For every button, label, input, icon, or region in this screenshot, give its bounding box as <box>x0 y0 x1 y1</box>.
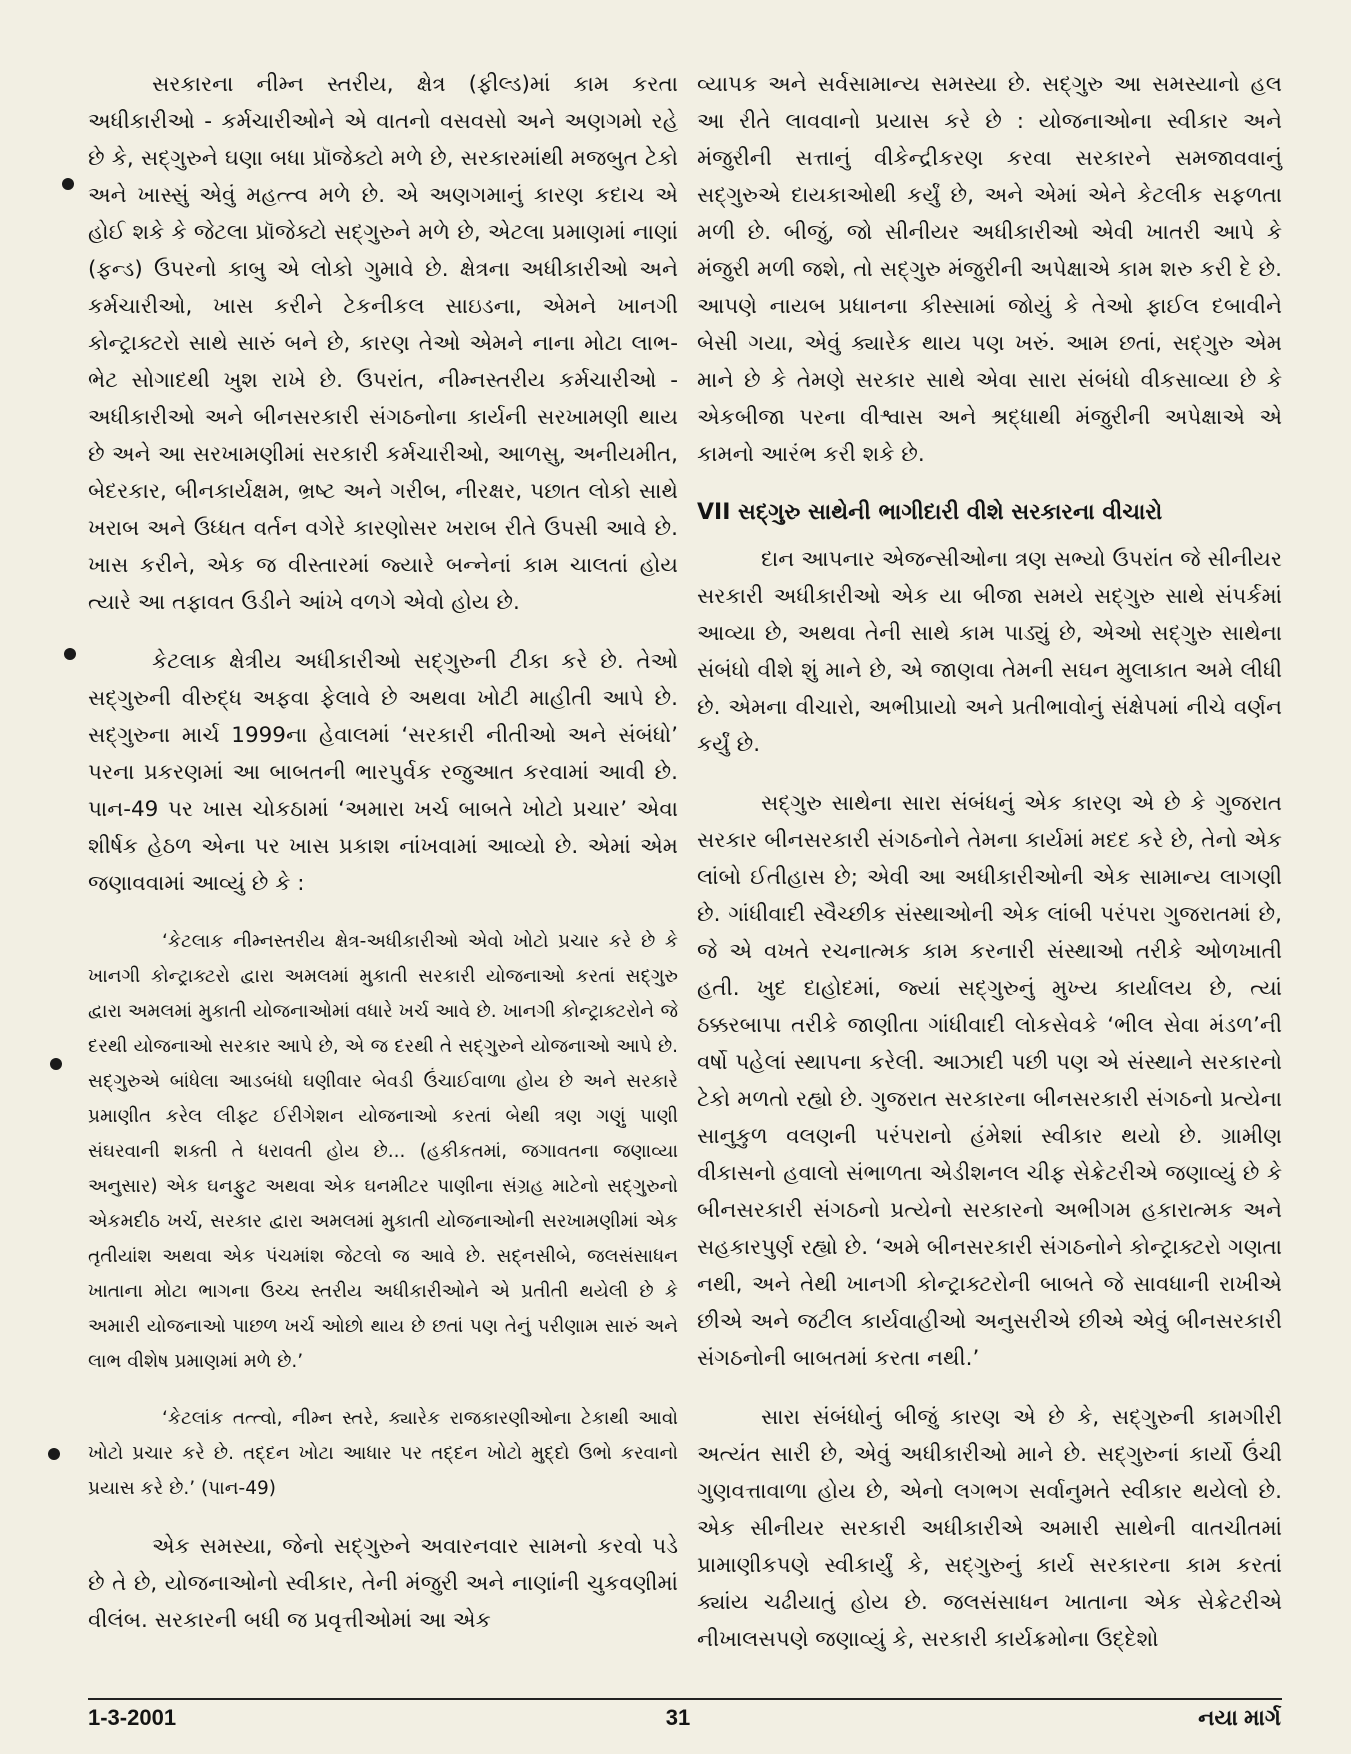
footer-divider <box>88 1698 1282 1700</box>
block-quote-1: ‘કેટલાક નીમ્નસ્તરીય ક્ષેત્ર-અધીકારીઓ એવો ખોટો પ્રચાર કરે છે કે ખાનગી કોન્ટ્રાક્ટરો દ્વારા અમલમાં મુકાતી સરકારી યોજનાઓ કરતાં સદ્‌ગુરુ દ્વારા અમલમાં મુકાતી યોજનાઓમાં વધારે ખર્ચ આવે છે. ખાનગી કોન્ટ્રાક્ટરોને જે દરથી યોજનાઓ સરકાર આપે છે, એ જ દરથી તે સદ્‌ગુરુને યોજનાઓ આપે છે. સદ્‌ગુરુએ બાંધેલા આડબંધો ઘણીવાર બેવડી ઉંચાઈવાળા હોય છે અને સરકારે પ્રમાણીત કરેલ લીફ્ટ ઈરીગેશન યોજનાઓ કરતાં બેથી ત્રણ ગણું પાણી સંઘરવાની શક્તી તે ધરાવતી હોય છે... (હકીકતમાં, જગાવતના જણાવ્યા અનુસાર) એક ઘનફુટ અથવા એક ઘનમીટર પાણીના સંગ્રહ માટેનો સદ્‌ગુરુનો એકમદીઠ ખર્ચ, સરકાર દ્વારા અમલમાં મુકાતી યોજનાઓની સરખામણીમાં એક તૃતીયાંશ અથવા એક પંચમાંશ જેટલો જ આવે છે. સદ્‌નસીબે, જલસંસાધન ખાતાના મોટા ભાગના ઉચ્ચ સ્તરીય અધીકારીઓને એ પ્રતીતી થયેલી છે કે અમારી યોજનાઓ પાછળ ખર્ચ ઓછો થાય છે છતાં પણ તેનું પરીણામ સારું અને લાભ વીશેષ પ્રમાણમાં મળે છે.’ <box>88 931 678 1372</box>
block-quote-2: ‘કેટલાંક તત્ત્વો, નીમ્ન સ્તરે, ક્યારેક રાજકારણીઓના ટેકાથી આવો ખોટો પ્રચાર કરે છે. તદ્દન ખોટા આધાર પર તદ્દન ખોટો મુદ્દો ઉભો કરવાનો પ્રયાસ કરે છે.’ (પાન-49) <box>88 1408 678 1499</box>
left-paragraph-3: એક સમસ્યા, જેનો સદ્‌ગુરુને અવારનવાર સામનો કરવો પડે છે તે છે, યોજનાઓનો સ્વીકાર, તેની મંજુરી અને નાણાંની ચુકવણીમાં વીલંબ. સરકારની બધી જ પ્રવૃત્તીઓમાં આ એક <box>88 1534 678 1633</box>
right-column <box>697 66 1282 1658</box>
footer-date: 1-3-2001 <box>88 1705 177 1730</box>
binding-hole-mark <box>64 648 76 660</box>
left-column <box>88 66 678 1639</box>
page-number: 31 <box>665 1705 691 1730</box>
right-paragraph-4: સારા સંબંધોનું બીજું કારણ એ છે કે, સદ્‌ગુરુની કામગીરી અત્યંત સારી છે, એવું અધીકારીઓ માને છે. સદ્‌ગુરુનાં કાર્યો ઉંચી ગુણવત્તાવાળા હોય છે, એનો લગભગ સર્વાનુમતે સ્વીકાર થયેલો છે. એક સીનીયર સરકારી અધીકારીએ અમારી સાથેની વાતચીતમાં પ્રામાણીકપણે સ્વીકાર્યું કે, સદ્‌ગુરુનું કાર્ય સરકારના કામ કરતાં ક્યાંય ચઢીયાતું હોય છે. જલસંસાધન ખાતાના એક સેક્રેટરીએ નીખાલસપણે જણાવ્યું કે, સરકારી કાર્યક્રમોના ઉદ્દેશો <box>697 1405 1282 1652</box>
right-paragraph-2: દાન આપનાર એજન્સીઓના ત્રણ સભ્યો ઉપરાંત જે સીનીયર સરકારી અધીકારીઓ એક યા બીજા સમયે સદ્‌ગુરુ સાથે સંપર્કમાં આવ્યા છે, અથવા તેની સાથે કામ પાડ્યું છે, એઓ સદ્‌ગુરુ સાથેના સંબંધો વીશે શું માને છે, એ જાણવા તેમની સઘન મુલાકાત અમે લીધી છે. એમના વીચારો, અભીપ્રાયો અને પ્રતીભાવોનું સંક્ષેપમાં નીચે વર્ણન કર્યું છે. <box>697 547 1282 757</box>
binding-hole-mark <box>48 1448 60 1460</box>
right-paragraph-3: સદ્‌ગુરુ સાથેના સારા સંબંધનું એક કારણ એ છે કે ગુજરાત સરકાર બીનસરકારી સંગઠનોને તેમના કાર્યમાં મદદ કરે છે, તેનો એક લાંબો ઈતીહાસ છે; એવી આ અધીકારીઓની એક સામાન્ય લાગણી છે. ગાંધીવાદી સ્વૈચ્છીક સંસ્થાઓની એક લાંબી પરંપરા ગુજરાતમાં છે, જે એ વખતે રચનાત્મક કામ કરનારી સંસ્થાઓ તરીકે ઓળખાતી હતી. ખુદ દાહોદમાં, જ્યાં સદ્‌ગુરુનું મુખ્ય કાર્યાલય છે, ત્યાં ઠક્કરબાપા તરીકે જાણીતા ગાંધીવાદી લોકસેવકે ‘ભીલ સેવા મંડળ’ની વર્ષો પહેલાં સ્થાપના કરેલી. આઝાદી પછી પણ એ સંસ્થાને સરકારનો ટેકો મળતો રહ્યો છે. ગુજરાત સરકારના બીનસરકારી સંગઠનો પ્રત્યેના સાનુકુળ વલણની પરંપરાનો હંમેશાં સ્વીકાર થયો છે. ગ્રામીણ વીકાસનો હવાલો સંભાળતા એડીશનલ ચીફ સેક્રેટરીએ જણાવ્યું છે કે બીનસરકારી સંગઠનો પ્રત્યેનો સરકારનો અભીગમ હકારાત્મક અને સહકારપુર્ણ રહ્યો છે. ‘અમે બીનસરકારી સંગઠનોને કોન્ટ્રાક્ટરો ગણતા નથી, અને તેથી ખાનગી કોન્ટ્રાક્ટરોની બાબતે જે સાવધાની રાખીએ છીએ અને જટીલ કાર્યવાહીઓ અનુસરીએ છીએ એવું બીનસરકારી સંગઠનોની બાબતમાં કરતા નથી.’ <box>697 791 1282 1371</box>
left-paragraph-1: સરકારના નીમ્ન સ્તરીય, ક્ષેત્ર (ફીલ્ડ)માં કામ કરતા અધીકારીઓ - કર્મચારીઓને એ વાતનો વસવસો અને અણગમો રહે છે કે, સદ્‌ગુરુને ઘણા બધા પ્રૉજેક્ટો મળે છે, સરકારમાંથી મજબુત ટેકો અને ખાસ્સું એવું મહત્ત્વ મળે છે. એ અણગમાનું કારણ કદાચ એ હોઈ શકે કે જેટલા પ્રૉજેક્ટો સદ્‌ગુરુને મળે છે, એટલા પ્રમાણમાં નાણાં (ફન્ડ) ઉપરનો કાબુ એ લોકો ગુમાવે છે. ક્ષેત્રના અધીકારીઓ અને કર્મચારીઓ, ખાસ કરીને ટેકનીકલ સાઇડના, એમને ખાનગી કોન્ટ્રાક્ટરો સાથે સારું બને છે, કારણ તેઓ એમને નાના મોટા લાભ-ભેટ સોગાદથી ખુશ રાખે છે. ઉપરાંત, નીમ્નસ્તરીય કર્મચારીઓ - અધીકારીઓ અને બીનસરકારી સંગઠનોના કાર્યની સરખામણી થાય છે અને આ સરખામણીમાં સરકારી કર્મચારીઓ, આળસુ, અનીયમીત, બેદરકાર, બીનકાર્યક્ષમ, ભ્રષ્ટ અને ગરીબ, નીરક્ષર, પછાત લોકો સાથે ખરાબ અને ઉધ્ધત વર્તન વગેરે કારણોસર ખરાબ રીતે ઉપસી આવે છે. ખાસ કરીને, એક જ વીસ્તારમાં જ્યારે બન્નેનાં કામ ચાલતાં હોય ત્યારે આ તફાવત ઉડીને આંખે વળગે એવો હોય છે. <box>88 72 678 615</box>
right-paragraph-1: વ્યાપક અને સર્વસામાન્ય સમસ્યા છે. સદ્‌ગુરુ આ સમસ્યાનો હલ આ રીતે લાવવાનો પ્રયાસ કરે છે : યોજનાઓના સ્વીકાર અને મંજુરીની સત્તાનું વીકેન્દ્રીકરણ કરવા સરકારને સમજાવવાનું સદ્‌ગુરુએ દાયકાઓથી કર્યું છે, અને એમાં એને કેટલીક સફળતા મળી છે. બીજું, જો સીનીયર અધીકારીઓ એવી ખાતરી આપે કે મંજુરી મળી જશે, તો સદ્‌ગુરુ મંજુરીની અપેક્ષાએ કામ શરુ કરી દે છે. આપણે નાયબ પ્રધાનના કીસ્સામાં જોયું કે તેઓ ફાઈલ દબાવીને બેસી ગયા, એવું ક્યારેક થાય પણ ખરું. આમ છતાં, સદ્‌ગુરુ એમ માને છે કે તેમણે સરકાર સાથે એવા સારા સંબંધો વીકસાવ્યા છે કે એકબીજા પરના વીશ્વાસ અને શ્રદ્ધાથી મંજુરીની અપેક્ષાએ એ કામનો આરંભ કરી શકે છે. <box>697 72 1282 467</box>
journal-name: નયા માર્ગ <box>1198 1705 1281 1730</box>
section-heading: VII સદ્‌ગુરુ સાથેની ભાગીદારી વીશે સરકારના વીચારો <box>697 500 1163 525</box>
binding-hole-mark <box>50 1058 62 1070</box>
left-paragraph-2: કેટલાક ક્ષેત્રીય અધીકારીઓ સદ્‌ગુરુની ટીકા કરે છે. તેઓ સદ્‌ગુરુની વીરુદ્ધ અફવા ફેલાવે છે અથવા ખોટી માહીતી આપે છે. સદ્‌ગુરુના માર્ચ 1999ના હેવાલમાં ‘સરકારી નીતીઓ અને સંબંધો’ પરના પ્રકરણમાં આ બાબતની ભારપુર્વક રજુઆત કરવામાં આવી છે. પાન-49 પર ખાસ ચોકઠામાં ‘અમારા ખર્ચ બાબતે ખોટો પ્રચાર’ એવા શીર્ષક હેઠળ એના પર ખાસ પ્રકાશ નાંખવામાં આવ્યો છે. એમાં એમ જણાવવામાં આવ્યું છે કે : <box>88 649 678 896</box>
binding-hole-mark <box>62 178 74 190</box>
